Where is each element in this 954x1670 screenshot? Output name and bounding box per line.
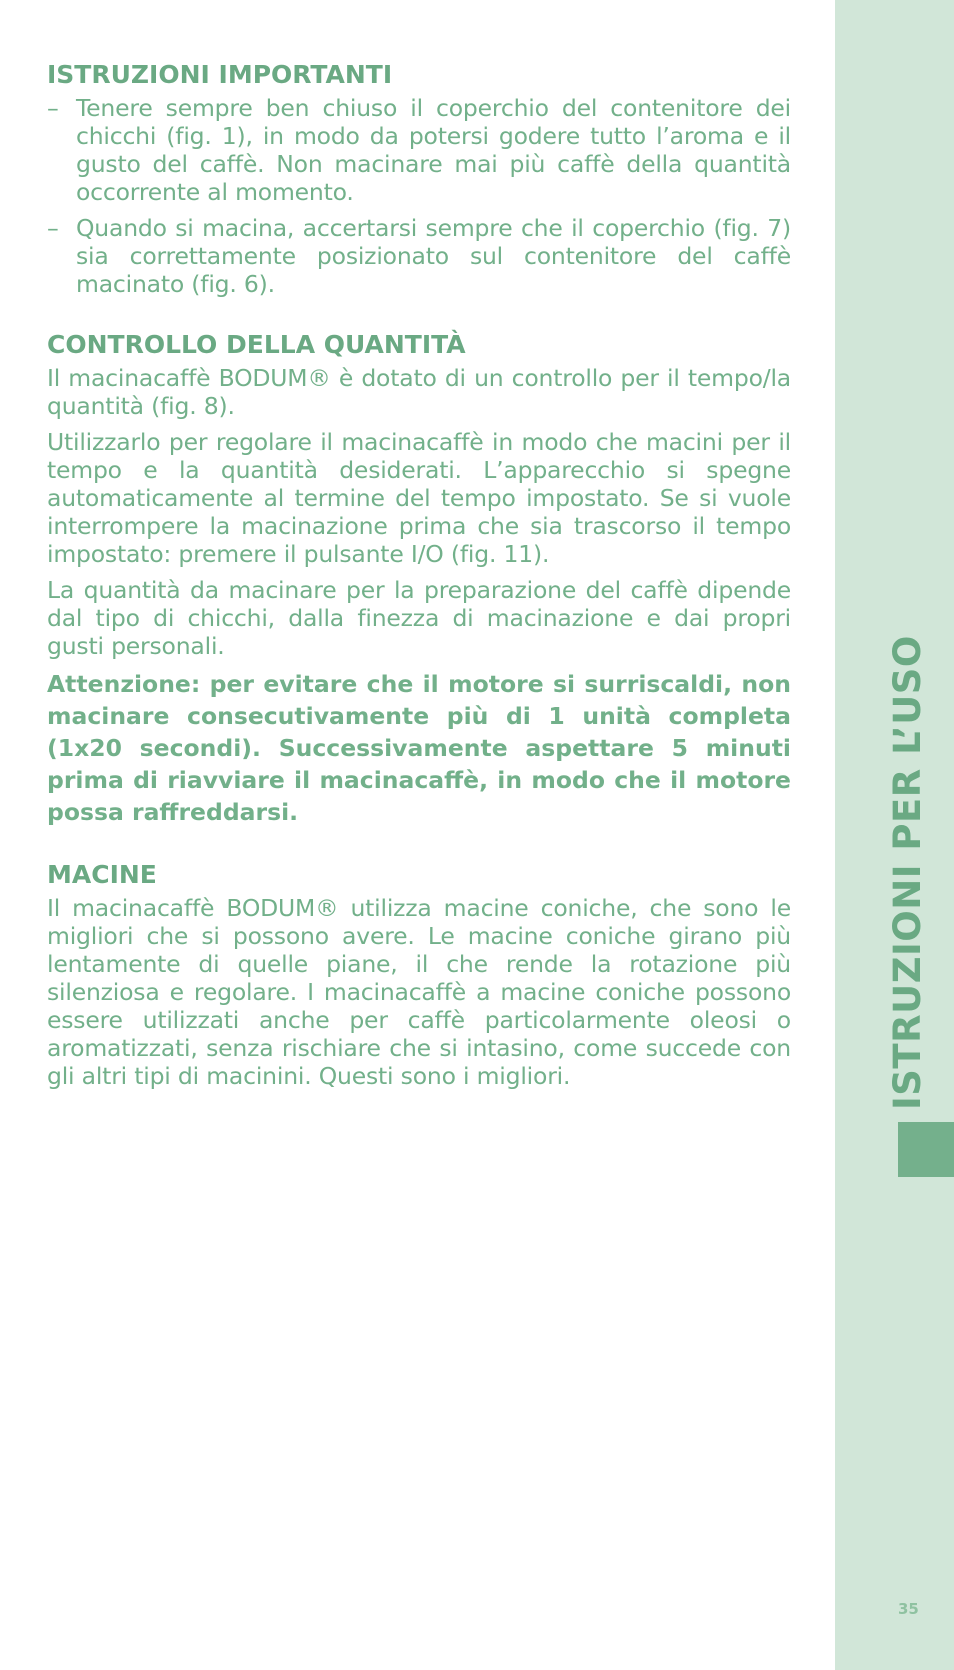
section-heading: ISTRUZIONI IMPORTANTI bbox=[47, 60, 393, 89]
page-number: 35 bbox=[898, 1600, 919, 1618]
list-item-text: Quando si macina, accertarsi sempre che il coperchio (fig. 7) sia correttamente posizionato sul contenitore del caffè macinato (fig. 6). bbox=[76, 214, 791, 298]
sidebar-tab-marker bbox=[898, 1122, 954, 1177]
paragraph: Il macinacaffè BODUM® è dotato di un controllo per il tempo/la quantità (fig. 8). bbox=[47, 364, 791, 420]
section-heading: CONTROLLO DELLA QUANTITÀ bbox=[47, 330, 466, 359]
list-item-text: Tenere sempre ben chiuso il coperchio del contenitore dei chicchi (fig. 1), in modo da potersi godere tutto l’aroma e il gusto del caffè. Non macinare mai più caffè della quantità occorrente al momento. bbox=[76, 94, 791, 206]
paragraph: La quantità da macinare per la preparazione del caffè dipende dal tipo di chicchi, dalla finezza di macinazione e dai propri gusti personali. bbox=[47, 576, 791, 660]
sidebar-label: ISTRUZIONI PER L’USO bbox=[886, 635, 929, 1110]
page-content bbox=[47, 60, 791, 1122]
list-dash: – bbox=[47, 94, 59, 122]
section-heading: MACINE bbox=[47, 860, 157, 889]
list-item bbox=[47, 214, 791, 298]
list-dash: – bbox=[47, 214, 59, 242]
section-burrs bbox=[47, 860, 791, 1090]
section-quantity bbox=[47, 330, 791, 828]
paragraph: Il macinacaffè BODUM® utilizza macine coniche, che sono le migliori che si possono avere. Le macine coniche girano più lentamente di quelle piane, il che rende la rotazione più silenziosa e regolare. I macinacaffè a macine coniche possono essere utilizzati anche per caffè particolarmente oleosi o aromatizzati, senza rischiare che si intasino, come succede con gli altri tipi di macinini. Questi sono i migliori. bbox=[47, 894, 791, 1090]
warning-paragraph: Attenzione: per evitare che il motore si surriscaldi, non macinare consecutivamente più di 1 unità completa (1x20 secondi). Successivamente aspettare 5 minuti prima di riavviare il macinacaffè, in modo che il motore possa raffreddarsi. bbox=[47, 670, 791, 826]
list-item bbox=[47, 94, 791, 206]
section-important bbox=[47, 60, 791, 298]
paragraph: Utilizzarlo per regolare il macinacaffè in modo che macini per il tempo e la quantità desiderati. L’apparecchio si spegne automaticamente al termine del tempo impostato. Se si vuole interrompere la macinazione prima che sia trascorso il tempo impostato: premere il pulsante I/O (fig. 11). bbox=[47, 428, 791, 568]
